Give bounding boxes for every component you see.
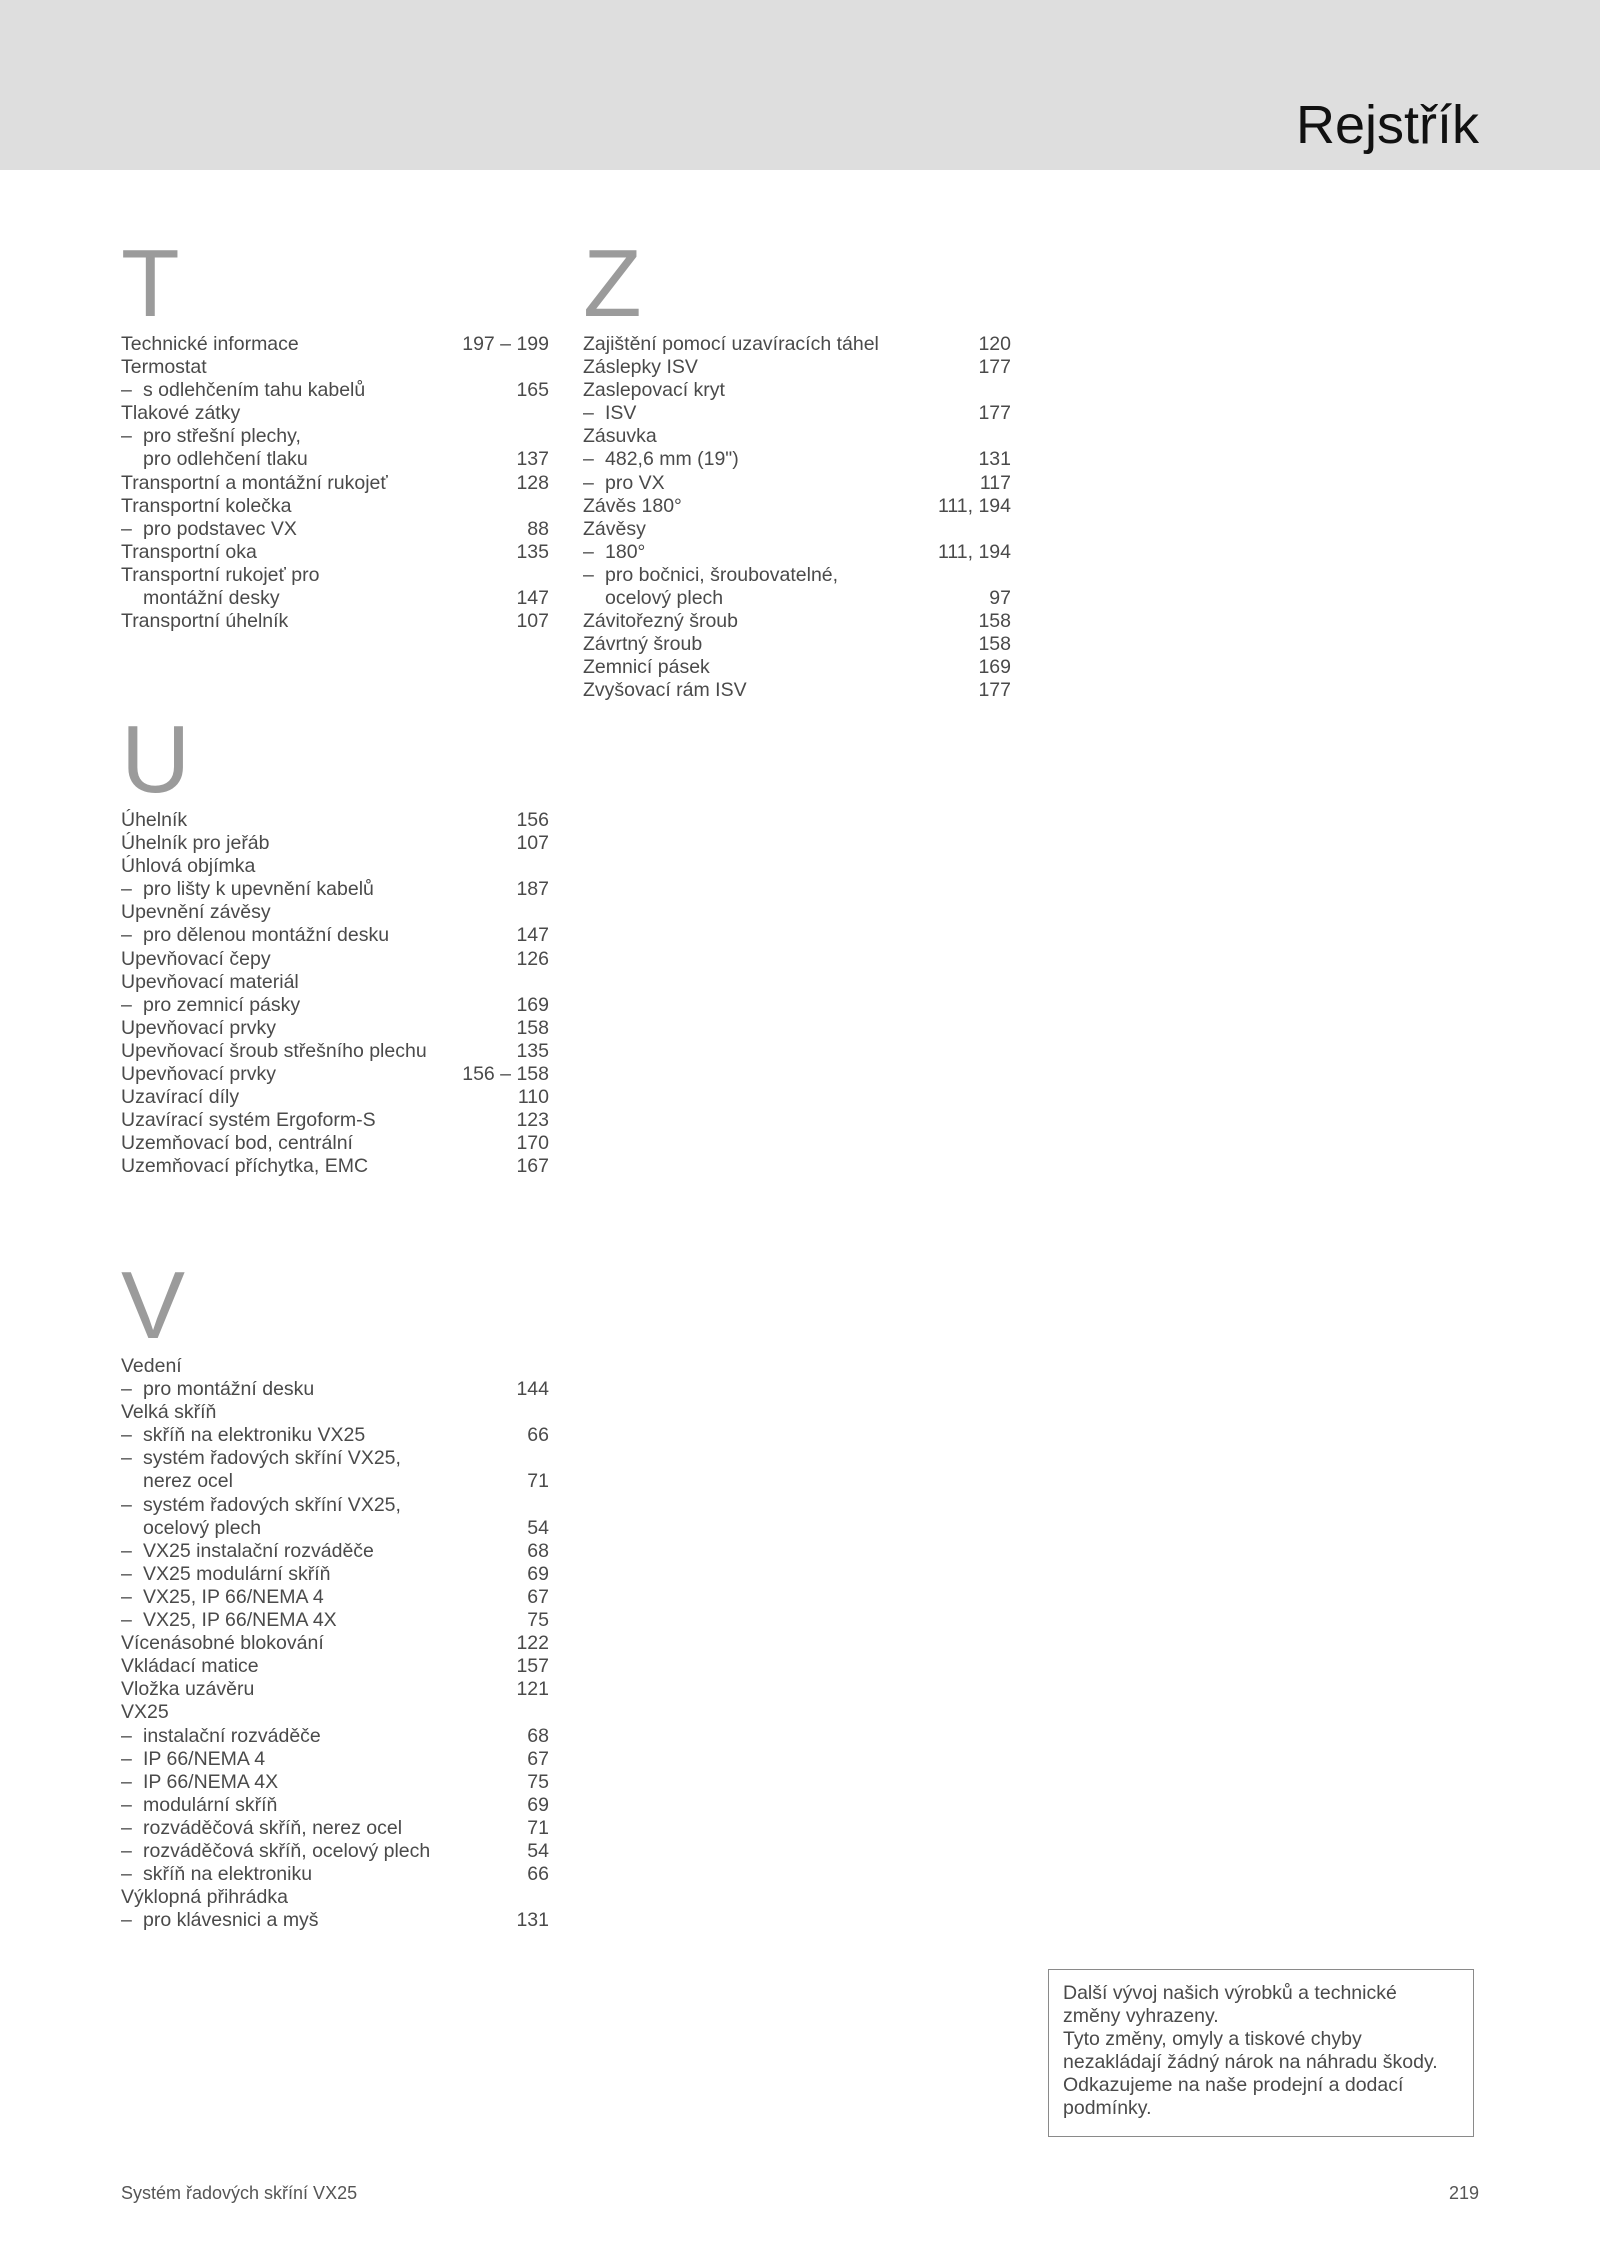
entry-dash: – bbox=[121, 878, 132, 901]
entry-term: pro střešní plechy, bbox=[143, 425, 301, 448]
entry-term: Uzemňovací bod, centrální bbox=[121, 1132, 353, 1155]
index-entry bbox=[121, 1794, 549, 1817]
entry-term: Upevňovací prvky bbox=[121, 1016, 276, 1039]
index-entry bbox=[121, 1609, 549, 1632]
entry-dash: – bbox=[121, 1539, 132, 1562]
entry-term: Vedení bbox=[121, 1355, 182, 1377]
entry-term: 180° bbox=[605, 540, 646, 563]
entry-dash: – bbox=[121, 924, 132, 947]
entry-page: 156 – 158 bbox=[462, 1063, 549, 1086]
index-entry bbox=[583, 633, 1011, 656]
index-entry bbox=[121, 587, 549, 610]
entry-term: systém řadových skříní VX25, bbox=[143, 1447, 401, 1470]
entry-term: Upevňovací prvky bbox=[121, 1063, 276, 1086]
entry-term: Vícenásobné blokování bbox=[121, 1632, 324, 1655]
entry-page: 156 bbox=[516, 809, 549, 831]
entry-page: 126 bbox=[516, 947, 549, 970]
section-letter: T bbox=[121, 230, 180, 337]
entry-list bbox=[121, 333, 549, 633]
entry-term: Uzemňovací příchytka, EMC bbox=[121, 1155, 369, 1178]
entry-term: skříň na elektroniku bbox=[143, 1863, 313, 1886]
entry-term: Vkládací matice bbox=[121, 1655, 259, 1678]
entry-term: VX25 instalační rozváděče bbox=[143, 1539, 374, 1562]
entry-term: rozváděčová skříň, nerez ocel bbox=[143, 1816, 403, 1839]
entry-page: 75 bbox=[527, 1609, 549, 1632]
entry-term: Zvyšovací rám ISV bbox=[583, 679, 747, 702]
entry-page: 110 bbox=[517, 1086, 549, 1109]
entry-dash: – bbox=[121, 1424, 132, 1447]
index-entry bbox=[121, 855, 549, 878]
index-section-t bbox=[121, 230, 549, 633]
entry-dash: – bbox=[121, 425, 132, 448]
index-entry bbox=[121, 402, 549, 425]
index-entry bbox=[583, 541, 1011, 564]
entry-term: pro bočnici, šroubovatelné, bbox=[605, 563, 839, 586]
index-entry bbox=[121, 832, 549, 855]
entry-term: ocelový plech bbox=[605, 587, 724, 610]
entry-page: 167 bbox=[516, 1155, 549, 1178]
entry-term: montážní desky bbox=[143, 587, 280, 610]
index-entry bbox=[121, 1701, 549, 1724]
entry-term: pro podstavec VX bbox=[143, 517, 297, 540]
entry-term: Upevňovací materiál bbox=[121, 970, 299, 993]
index-entry bbox=[121, 495, 549, 518]
entry-page: 111, 194 bbox=[937, 540, 1011, 563]
index-entry bbox=[121, 1132, 549, 1155]
entry-page: 131 bbox=[978, 448, 1011, 471]
index-entry bbox=[121, 356, 549, 379]
entry-page: 169 bbox=[516, 993, 549, 1016]
entry-page: 111, 194 bbox=[937, 494, 1011, 517]
index-entry bbox=[583, 333, 1011, 356]
entry-dash: – bbox=[121, 1562, 132, 1585]
index-entry bbox=[121, 901, 549, 924]
entry-term: ocelový plech bbox=[143, 1516, 262, 1539]
entry-term: systém řadových skříní VX25, bbox=[143, 1493, 401, 1516]
entry-dash: – bbox=[121, 993, 132, 1016]
disclaimer-line: změny vyhrazeny. bbox=[1063, 2005, 1219, 2027]
entry-term: pro lišty k upevnění kabelů bbox=[143, 878, 374, 901]
index-entry bbox=[121, 1355, 549, 1378]
index-entry bbox=[121, 518, 549, 541]
entry-term: IP 66/NEMA 4X bbox=[143, 1770, 279, 1793]
index-entry bbox=[121, 1540, 549, 1563]
entry-term: skříň na elektroniku VX25 bbox=[143, 1424, 366, 1447]
entry-term: Zásuvka bbox=[583, 425, 657, 448]
index-entry bbox=[583, 379, 1011, 402]
section-letter: V bbox=[121, 1252, 186, 1359]
index-entry bbox=[583, 472, 1011, 495]
index-entry bbox=[121, 1909, 549, 1932]
entry-term: Upevnění závěsy bbox=[121, 901, 271, 924]
entry-page: 107 bbox=[516, 610, 549, 633]
index-entry bbox=[121, 1155, 549, 1178]
entry-page: 66 bbox=[527, 1424, 549, 1447]
index-entry bbox=[121, 1632, 549, 1655]
entry-page: 165 bbox=[516, 379, 549, 402]
entry-page: 177 bbox=[978, 356, 1011, 379]
disclaimer-line: Další vývoj našich výrobků a technické bbox=[1063, 1982, 1397, 2004]
index-entry bbox=[121, 472, 549, 495]
index-entry bbox=[121, 1886, 549, 1909]
entry-term: s odlehčením tahu kabelů bbox=[143, 379, 366, 402]
entry-page: 197 – 199 bbox=[462, 333, 549, 355]
entry-dash: – bbox=[121, 1609, 132, 1632]
index-entry bbox=[583, 356, 1011, 379]
entry-page: 67 bbox=[527, 1747, 549, 1770]
entry-term: Úhelník pro jeřáb bbox=[121, 832, 270, 855]
disclaimer-line: nezakládají žádný nárok na náhradu škody. bbox=[1063, 2051, 1438, 2073]
index-entry bbox=[121, 971, 549, 994]
index-entry bbox=[121, 1447, 549, 1470]
entry-dash: – bbox=[121, 1793, 132, 1816]
entry-term: Transportní rukojeť pro bbox=[121, 563, 320, 586]
entry-term: Zajištění pomocí uzavíracích táhel bbox=[583, 333, 879, 355]
entry-page: 71 bbox=[527, 1816, 549, 1839]
entry-dash: – bbox=[121, 1863, 132, 1886]
entry-page: 158 bbox=[978, 633, 1011, 656]
entry-dash: – bbox=[121, 1747, 132, 1770]
entry-page: 147 bbox=[516, 587, 549, 610]
section-letter: U bbox=[121, 706, 191, 813]
entry-page: 135 bbox=[516, 540, 549, 563]
index-entry bbox=[121, 924, 549, 947]
index-section-z bbox=[583, 230, 1011, 702]
entry-page: 137 bbox=[516, 448, 549, 471]
entry-term: Tlakové zátky bbox=[121, 402, 241, 425]
entry-term: instalační rozváděče bbox=[143, 1724, 321, 1747]
index-entry bbox=[121, 948, 549, 971]
entry-term: 482,6 mm (19") bbox=[605, 448, 739, 471]
entry-dash: – bbox=[121, 1585, 132, 1608]
entry-term: VX25, IP 66/NEMA 4X bbox=[143, 1609, 337, 1632]
entry-term: IP 66/NEMA 4 bbox=[143, 1747, 266, 1770]
index-entry bbox=[583, 448, 1011, 471]
entry-page: 147 bbox=[516, 924, 549, 947]
entry-dash: – bbox=[583, 471, 594, 494]
entry-page: 107 bbox=[516, 832, 549, 855]
index-entry bbox=[583, 587, 1011, 610]
entry-term: Vložka uzávěru bbox=[121, 1678, 255, 1701]
entry-term: Závrtný šroub bbox=[583, 633, 703, 656]
entry-term: Technické informace bbox=[121, 333, 299, 355]
index-entry bbox=[121, 448, 549, 471]
entry-page: 131 bbox=[516, 1909, 549, 1932]
entry-dash: – bbox=[121, 1378, 132, 1401]
entry-page: 128 bbox=[516, 471, 549, 494]
entry-page: 54 bbox=[527, 1516, 549, 1539]
entry-page: 170 bbox=[516, 1132, 549, 1155]
entry-term: Transportní oka bbox=[121, 540, 257, 563]
entry-term: pro zemnicí pásky bbox=[143, 993, 301, 1016]
index-entry bbox=[121, 1655, 549, 1678]
entry-term: Záslepky ISV bbox=[583, 356, 698, 379]
entry-term: VX25 bbox=[121, 1701, 169, 1724]
entry-list bbox=[121, 1355, 549, 1932]
entry-dash: – bbox=[583, 563, 594, 586]
index-entry bbox=[121, 1086, 549, 1109]
index-entry bbox=[583, 679, 1011, 702]
index-entry bbox=[121, 1378, 549, 1401]
entry-page: 68 bbox=[527, 1724, 549, 1747]
entry-term: rozváděčová skříň, ocelový plech bbox=[143, 1839, 431, 1862]
entry-term: pro dělenou montážní desku bbox=[143, 924, 390, 947]
section-letter: Z bbox=[583, 230, 642, 337]
entry-page: 68 bbox=[527, 1539, 549, 1562]
entry-term: pro odlehčení tlaku bbox=[143, 448, 308, 471]
index-section-u bbox=[121, 706, 549, 1178]
index-section-v bbox=[121, 1252, 549, 1932]
entry-term: pro VX bbox=[605, 471, 665, 494]
index-entry bbox=[121, 1470, 549, 1493]
entry-page: 69 bbox=[527, 1562, 549, 1585]
index-entry bbox=[121, 1494, 549, 1517]
index-entry bbox=[121, 1817, 549, 1840]
entry-term: Závitořezný šroub bbox=[583, 610, 738, 633]
entry-term: pro montážní desku bbox=[143, 1378, 315, 1401]
entry-term: Velká skříň bbox=[121, 1401, 217, 1424]
entry-term: Výklopná přihrádka bbox=[121, 1886, 288, 1909]
entry-dash: – bbox=[121, 1724, 132, 1747]
entry-term: pro klávesnici a myš bbox=[143, 1909, 319, 1932]
entry-term: VX25 modulární skříň bbox=[143, 1562, 331, 1585]
entry-page: 71 bbox=[527, 1470, 549, 1493]
entry-term: Uzavírací díly bbox=[121, 1086, 240, 1109]
index-entry bbox=[121, 809, 549, 832]
index-entry bbox=[121, 1678, 549, 1701]
entry-page: 157 bbox=[516, 1655, 549, 1678]
index-entry bbox=[121, 1563, 549, 1586]
entry-page: 67 bbox=[527, 1585, 549, 1608]
index-entry bbox=[121, 1040, 549, 1063]
entry-page: 158 bbox=[978, 610, 1011, 633]
entry-page: 187 bbox=[516, 878, 549, 901]
entry-dash: – bbox=[121, 1447, 132, 1470]
entry-page: 177 bbox=[978, 679, 1011, 702]
entry-page: 144 bbox=[516, 1378, 549, 1401]
entry-page: 120 bbox=[978, 333, 1011, 355]
index-entry bbox=[583, 656, 1011, 679]
entry-dash: – bbox=[583, 402, 594, 425]
entry-term: Transportní kolečka bbox=[121, 494, 292, 517]
entry-term: Závěs 180° bbox=[583, 494, 682, 517]
entry-term: Termostat bbox=[121, 356, 207, 379]
entry-dash: – bbox=[121, 379, 132, 402]
index-entry bbox=[583, 518, 1011, 541]
entry-page: 88 bbox=[527, 517, 549, 540]
entry-term: Závěsy bbox=[583, 517, 646, 540]
entry-term: Transportní a montážní rukojeť bbox=[121, 471, 388, 494]
index-entry bbox=[583, 495, 1011, 518]
index-entry bbox=[121, 541, 549, 564]
entry-page: 97 bbox=[989, 587, 1011, 610]
index-entry bbox=[121, 1771, 549, 1794]
index-entry bbox=[121, 1063, 549, 1086]
index-entry bbox=[121, 1017, 549, 1040]
entry-dash: – bbox=[121, 1493, 132, 1516]
entry-dash: – bbox=[583, 540, 594, 563]
disclaimer-line: Tyto změny, omyly a tiskové chyby bbox=[1063, 2028, 1362, 2050]
entry-term: Úhlová objímka bbox=[121, 855, 256, 878]
disclaimer-line: Odkazujeme na naše prodejní a dodací bbox=[1063, 2074, 1404, 2096]
entry-dash: – bbox=[121, 1770, 132, 1793]
index-entry bbox=[121, 1109, 549, 1132]
entry-dash: – bbox=[121, 1909, 132, 1932]
disclaimer-line: podmínky. bbox=[1063, 2097, 1152, 2119]
disclaimer-box bbox=[1048, 1969, 1474, 2137]
index-entry bbox=[121, 1401, 549, 1424]
page-number: 219 bbox=[1448, 2183, 1479, 2203]
index-entry bbox=[121, 1840, 549, 1863]
entry-term: Uzavírací systém Ergoform-S bbox=[121, 1109, 376, 1132]
index-entry bbox=[121, 1517, 549, 1540]
entry-dash: – bbox=[121, 517, 132, 540]
entry-page: 158 bbox=[516, 1016, 549, 1039]
index-entry bbox=[121, 564, 549, 587]
entry-page: 121 bbox=[516, 1678, 549, 1701]
entry-list bbox=[583, 333, 1011, 703]
entry-term: modulární skříň bbox=[143, 1793, 278, 1816]
entry-dash: – bbox=[121, 1816, 132, 1839]
entry-page: 69 bbox=[527, 1793, 549, 1816]
entry-page: 177 bbox=[978, 402, 1011, 425]
entry-term: Zemnicí pásek bbox=[583, 656, 710, 679]
entry-term: Transportní úhelník bbox=[121, 610, 289, 633]
entry-term: ISV bbox=[605, 402, 637, 425]
index-entry bbox=[121, 1586, 549, 1609]
entry-term: Upevňovací šroub střešního plechu bbox=[121, 1039, 427, 1062]
index-entry bbox=[121, 379, 549, 402]
index-entry bbox=[583, 425, 1011, 448]
entry-page: 123 bbox=[516, 1109, 549, 1132]
index-entry bbox=[121, 1748, 549, 1771]
entry-page: 75 bbox=[527, 1770, 549, 1793]
index-entry bbox=[121, 425, 549, 448]
entry-term: nerez ocel bbox=[143, 1470, 233, 1493]
entry-page: 117 bbox=[979, 471, 1011, 494]
entry-list bbox=[121, 809, 549, 1179]
entry-term: Upevňovací čepy bbox=[121, 947, 271, 970]
index-entry bbox=[121, 1725, 549, 1748]
entry-dash: – bbox=[583, 448, 594, 471]
entry-term: Zaslepovací kryt bbox=[583, 379, 725, 402]
entry-page: 135 bbox=[516, 1039, 549, 1062]
index-entry bbox=[121, 610, 549, 633]
index-entry bbox=[583, 610, 1011, 633]
index-entry bbox=[121, 333, 549, 356]
index-entry bbox=[583, 402, 1011, 425]
index-entry bbox=[583, 564, 1011, 587]
entry-term: VX25, IP 66/NEMA 4 bbox=[143, 1585, 324, 1608]
entry-page: 122 bbox=[516, 1632, 549, 1655]
entry-dash: – bbox=[121, 1839, 132, 1862]
entry-page: 66 bbox=[527, 1863, 549, 1886]
entry-page: 169 bbox=[978, 656, 1011, 679]
index-entry bbox=[121, 1863, 549, 1886]
index-entry bbox=[121, 994, 549, 1017]
footer-title: Systém řadových skříní VX25 bbox=[121, 2183, 358, 2203]
entry-page: 54 bbox=[527, 1839, 549, 1862]
page-title: Rejstřík bbox=[1295, 95, 1479, 155]
entry-term: Úhelník bbox=[121, 809, 188, 831]
index-entry bbox=[121, 878, 549, 901]
index-entry bbox=[121, 1424, 549, 1447]
